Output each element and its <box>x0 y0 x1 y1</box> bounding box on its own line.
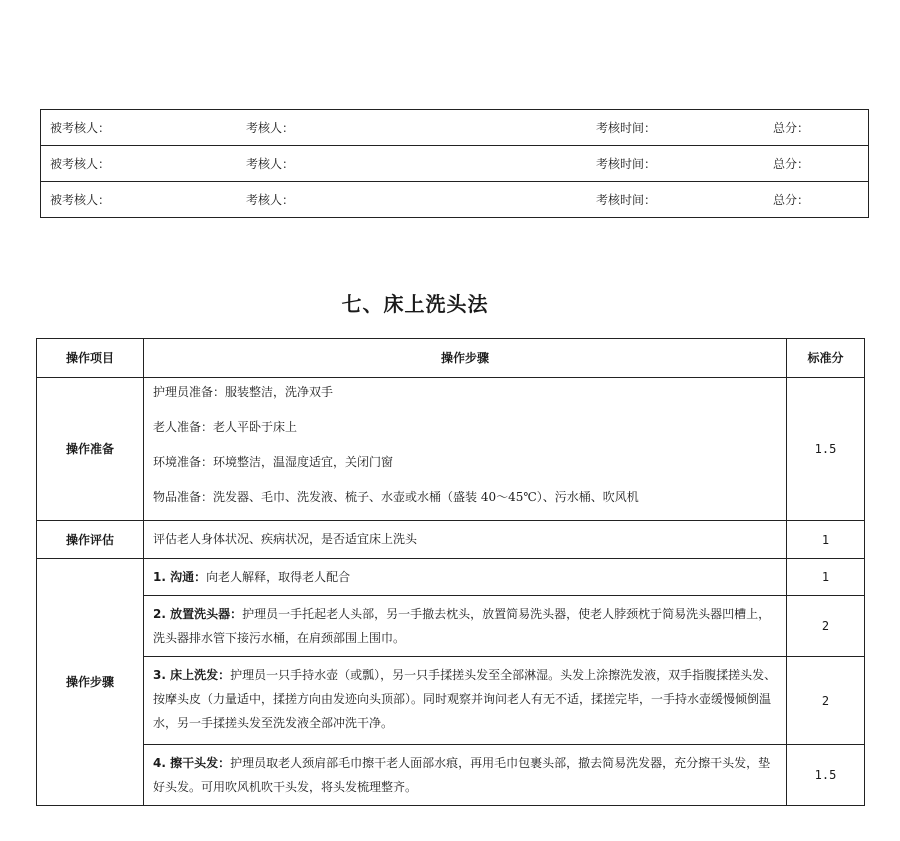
step-score: 2 <box>787 657 865 745</box>
examinee-label: 被考核人： <box>41 110 247 146</box>
procedure-step <box>144 559 787 596</box>
assessment-item: 操作评估 <box>37 521 144 559</box>
procedure-step-row <box>37 596 865 657</box>
step-score: 2 <box>787 596 865 657</box>
assessment-row <box>37 521 865 559</box>
column-header-item: 操作项目 <box>37 339 144 378</box>
preparation-row <box>37 378 865 521</box>
exam-info-row <box>41 110 869 146</box>
column-header-score: 标准分 <box>787 339 865 378</box>
step-text: 护理员取老人颈肩部毛巾擦干老人面部水痕，再用毛巾包裹头部，撤去简易洗发器，充分擦干头发，垫好头发。可用吹风机吹干头发，将头发梳理整齐。 <box>153 756 771 794</box>
step-score: 1 <box>787 559 865 596</box>
procedure-step <box>144 745 787 806</box>
examination-info-table <box>40 109 869 218</box>
exam-time-label: 考核时间： <box>596 193 657 207</box>
step-text: 向老人解释，取得老人配合 <box>206 570 351 584</box>
procedure-step-row <box>37 657 865 745</box>
preparation-score: 1.5 <box>787 378 865 521</box>
procedure-step <box>144 657 787 745</box>
exam-info-row <box>41 146 869 182</box>
examinee-label: 被考核人： <box>41 146 247 182</box>
assessment-score: 1 <box>787 521 865 559</box>
examiner-label: 考核人： <box>246 193 295 207</box>
step-heading: 4. 擦干头发： <box>153 756 231 770</box>
preparation-item: 操作准备 <box>37 378 144 521</box>
supplies-preparation: 物品准备：洗发器、毛巾、洗发液、梳子、水壶或水桶（盛装 40～45℃）、污水桶、吹风机 <box>153 490 639 504</box>
procedure-step <box>144 596 787 657</box>
total-score-label: 总分： <box>773 110 869 146</box>
step-heading: 2. 放置洗头器： <box>153 607 243 621</box>
exam-time-label: 考核时间： <box>596 110 773 146</box>
column-header-steps: 操作步骤 <box>144 339 787 378</box>
elder-preparation: 老人准备：老人平卧于床上 <box>153 420 298 434</box>
total-score-label: 总分： <box>773 146 869 182</box>
total-score-label: 总分： <box>773 193 810 207</box>
procedure-step-row <box>37 559 865 596</box>
step-text: 护理员一手托起老人头部，另一手撤去枕头，放置简易洗头器，使老人脖颈枕于简易洗头器凹槽上，洗头器排水管下接污水桶，在肩颈部围上围巾。 <box>153 607 771 645</box>
examinee-label: 被考核人： <box>50 193 111 207</box>
step-text: 护理员一只手持水壶（或瓢），另一只手揉搓头发至全部淋湿。头发上涂擦洗发液，双手指腹揉搓头发、按摩头皮（力量适中，揉搓方向由发迹向头顶部）。同时观察并询问老人有无不适，揉搓完毕，一手持水壶缓慢倾倒温水，另一手揉搓头发至洗发液全部冲洗干净。 <box>153 668 777 730</box>
step-score: 1.5 <box>787 745 865 806</box>
section-title: 七、床上洗头法 <box>341 292 489 316</box>
procedure-step-row <box>37 745 865 806</box>
preparation-steps <box>144 378 787 521</box>
staff-preparation: 护理员准备：服装整洁，洗净双手 <box>153 385 334 399</box>
table-header-row <box>37 339 865 378</box>
step-heading: 3. 床上洗发： <box>153 668 231 682</box>
procedure-item: 操作步骤 <box>37 559 144 806</box>
environment-preparation: 环境准备：环境整洁，温湿度适宜，关闭门窗 <box>153 455 394 469</box>
procedure-scoring-table <box>36 338 865 806</box>
exam-time-label: 考核时间： <box>596 146 773 182</box>
examiner-label: 考核人： <box>246 146 596 182</box>
examiner-label: 考核人： <box>246 110 596 146</box>
assessment-text: 评估老人身体状况、疾病状况，是否适宜床上洗头 <box>144 521 787 559</box>
step-heading: 1. 沟通： <box>153 570 207 584</box>
exam-info-row <box>41 182 869 218</box>
